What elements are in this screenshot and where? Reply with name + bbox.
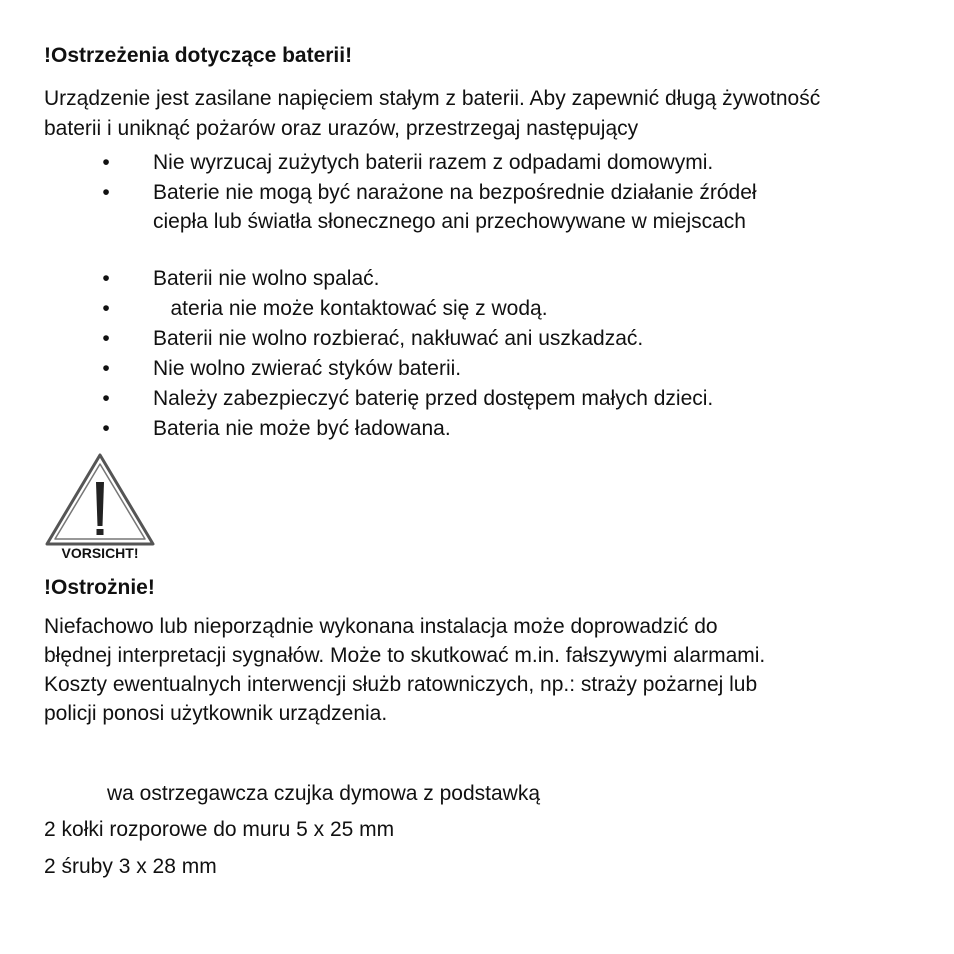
bullet-icon: •	[102, 297, 110, 320]
caution-line: policji ponosi użytkownik urządzenia.	[44, 702, 388, 725]
bullet-icon: •	[102, 417, 110, 440]
battery-rule-text: ciepła lub światła słonecznego ani przechowywane w miejscach	[153, 210, 746, 233]
bullet-icon: •	[102, 267, 110, 290]
battery-rule-text: Baterii nie wolno rozbierać, nakłuwać ani uszkadzać.	[153, 327, 644, 350]
package-contents-item: 2 kołki rozporowe do muru 5 x 25 mm	[44, 818, 395, 841]
caution-line: Koszty ewentualnych interwencji służb ratowniczych, np.: straży pożarnej lub	[44, 673, 758, 696]
bullet-icon: •	[102, 387, 110, 410]
warning-label: VORSICHT!	[61, 545, 139, 561]
battery-rule-text: Nie wyrzucaj zużytych baterii razem z odpadami domowymi.	[153, 151, 714, 174]
battery-intro	[44, 84, 820, 144]
battery-intro-line: baterii i uniknąć pożarów oraz urazów, przestrzegaj następujący	[44, 117, 639, 140]
caution-heading: !Ostrożnie!	[44, 576, 155, 599]
caution-line: błędnej interpretacji sygnałów. Może to skutkować m.in. fałszywymi alarmami.	[44, 644, 766, 667]
battery-warnings-heading: !Ostrzeżenia dotyczące baterii!	[44, 44, 353, 67]
warning-triangle-icon	[44, 452, 156, 564]
battery-rule-text: Baterii nie wolno spalać.	[153, 267, 380, 290]
battery-intro-line: Urządzenie jest zasilane napięciem stałym z baterii. Aby zapewnić długą żywotność	[44, 87, 821, 110]
bullet-icon: •	[102, 151, 110, 174]
package-contents-item: wa ostrzegawcza czujka dymowa z podstawką	[107, 782, 541, 805]
caution-paragraph	[44, 612, 765, 728]
battery-rule-text: Nie wolno zwierać styków baterii.	[153, 357, 462, 380]
bullet-icon: •	[102, 181, 110, 204]
caution-line: Niefachowo lub nieporządnie wykonana instalacja może doprowadzić do	[44, 615, 718, 638]
battery-rule-text: Należy zabezpieczyć baterię przed dostępem małych dzieci.	[153, 387, 714, 410]
package-contents-item: 2 śruby 3 x 28 mm	[44, 855, 217, 878]
battery-rule-text: Baterie nie mogą być narażone na bezpośrednie działanie źródeł	[153, 181, 757, 204]
battery-rule-text: ateria nie może kontaktować się z wodą.	[153, 297, 548, 320]
battery-rule-text: Bateria nie może być ładowana.	[153, 417, 451, 440]
bullet-icon: •	[102, 357, 110, 380]
bullet-icon: •	[102, 327, 110, 350]
